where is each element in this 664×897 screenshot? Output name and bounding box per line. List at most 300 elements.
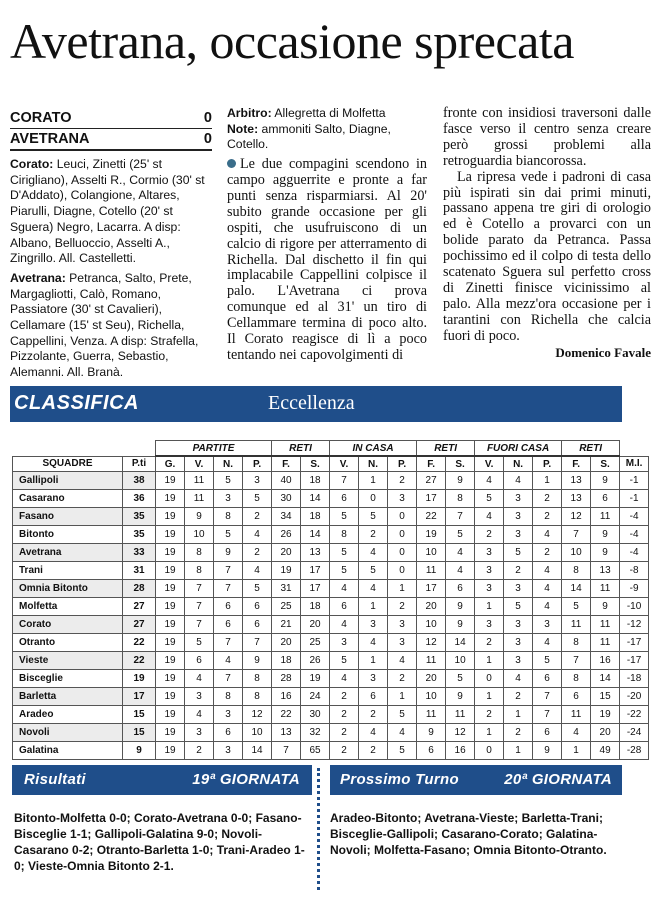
table-cell: 15 (591, 688, 620, 706)
table-cell: 8 (562, 634, 591, 652)
lineup-corato-label: Corato: (10, 157, 54, 171)
table-row (13, 616, 649, 634)
table-cell: 19 (591, 706, 620, 724)
table-cell: 2 (330, 688, 359, 706)
table-row (13, 724, 649, 742)
table-cell: 6 (214, 616, 243, 634)
table-cell: 18 (301, 508, 330, 526)
table-cell: 18 (272, 652, 301, 670)
table-cell: 19 (156, 580, 185, 598)
prossimo-text: Aradeo-Bitonto; Avetrana-Vieste; Barletta-Trani; Bisceglie-Gallipoli; Casarano-Corato; Galatina-Novoli; Molfetta-Fasano; Omnia Bitonto-Otranto. (330, 811, 607, 857)
table-cell: 6 (446, 580, 475, 598)
table-cell: 7 (185, 580, 214, 598)
table-cell: 24 (301, 688, 330, 706)
lineup-corato-text: Leuci, Zinetti (25' st Cirigliano), Asselti R., Cormio (30' st D'Addato), Colangione, Altares, Piarulli, Diagne, Cotello (20' st Sguera) Negro, Lacarra. A disp: Albano, Belluoccio, Asselti A., Zingrillo. All. Castelletti. (10, 157, 205, 266)
table-cell: 8 (446, 490, 475, 508)
table-row (13, 670, 649, 688)
table-cell: 9 (185, 508, 214, 526)
table-cell: 5 (243, 580, 272, 598)
table-cell: 20 (591, 724, 620, 742)
table-cell: 30 (272, 490, 301, 508)
table-cell: 19 (156, 634, 185, 652)
table-cell: 14 (446, 634, 475, 652)
points-cell: 15 (123, 706, 156, 724)
table-cell: 11 (417, 706, 446, 724)
table-cell: 6 (359, 688, 388, 706)
table-cell: 4 (446, 544, 475, 562)
table-cell: 19 (156, 724, 185, 742)
table-cell: -20 (620, 688, 649, 706)
table-cell: 17 (301, 562, 330, 580)
table-row (13, 562, 649, 580)
points-cell: 9 (123, 742, 156, 760)
table-cell: 3 (330, 634, 359, 652)
column-header: V. (185, 456, 214, 472)
table-cell: 0 (475, 742, 504, 760)
group-header: RETI (272, 441, 330, 457)
table-cell: 3 (504, 508, 533, 526)
table-cell: 32 (301, 724, 330, 742)
prossimo-header (330, 765, 622, 795)
table-cell: 6 (591, 490, 620, 508)
table-cell: -12 (620, 616, 649, 634)
table-cell: 27 (417, 472, 446, 490)
table-cell: 4 (359, 634, 388, 652)
table-cell: 19 (156, 670, 185, 688)
column-header: N. (359, 456, 388, 472)
table-cell: 1 (359, 472, 388, 490)
table-cell: 3 (475, 580, 504, 598)
table-cell: 11 (562, 706, 591, 724)
table-cell: 19 (156, 652, 185, 670)
table-cell: 2 (533, 508, 562, 526)
table-cell: 19 (272, 562, 301, 580)
table-cell: 5 (504, 598, 533, 616)
table-cell: 6 (533, 670, 562, 688)
team-name: Trani (13, 562, 123, 580)
column-header: N. (214, 456, 243, 472)
table-cell: 40 (272, 472, 301, 490)
team-name: Galatina (13, 742, 123, 760)
arbitro-text: Allegretta di Molfetta (274, 106, 386, 120)
table-cell: 5 (446, 670, 475, 688)
table-cell: 3 (504, 616, 533, 634)
table-cell: 11 (591, 508, 620, 526)
table-cell: 7 (214, 562, 243, 580)
risultati-header (12, 765, 312, 795)
classifica-title: CLASSIFICA (14, 392, 139, 414)
group-header: IN CASA (330, 441, 417, 457)
table-cell: 2 (504, 562, 533, 580)
table-cell: -4 (620, 544, 649, 562)
table-cell: 11 (185, 490, 214, 508)
table-cell: 18 (301, 472, 330, 490)
table-cell: 2 (388, 670, 417, 688)
table-cell: 4 (388, 652, 417, 670)
column-header: P.ti (123, 456, 156, 472)
table-cell: 3 (388, 634, 417, 652)
article-paragraph-1-continued: fronte con insidiosi traversoni dalle fasce verso il centro senza creare però grossi problemi alla retroguardia biancorossa. (443, 105, 651, 169)
lineup-corato (10, 157, 212, 267)
table-cell: 2 (359, 526, 388, 544)
article-paragraph-1 (227, 157, 427, 370)
score-away (10, 129, 212, 151)
table-cell: 10 (446, 652, 475, 670)
table-cell: 3 (359, 670, 388, 688)
column-header: F. (562, 456, 591, 472)
table-cell: 19 (301, 670, 330, 688)
column-header: F. (272, 456, 301, 472)
table-cell: 8 (243, 688, 272, 706)
risultati-text: Bitonto-Molfetta 0-0; Corato-Avetrana 0-0; Fasano-Bisceglie 1-1; Gallipoli-Galatina 9-0; Novoli-Casarano 0-2; Otranto-Barletta 1-0; Trani-Aradeo 1-0; Vieste-Omnia Bitonto 2-1. (14, 811, 305, 873)
table-cell: 1 (359, 652, 388, 670)
table-cell: 4 (185, 670, 214, 688)
table-cell: 3 (214, 742, 243, 760)
table-cell: 7 (533, 706, 562, 724)
table-cell: 5 (330, 508, 359, 526)
table-cell: 8 (562, 670, 591, 688)
table-cell: 65 (301, 742, 330, 760)
table-cell: 7 (185, 616, 214, 634)
table-cell: 9 (417, 724, 446, 742)
team-name: Bitonto (13, 526, 123, 544)
table-cell: 2 (475, 634, 504, 652)
table-cell: 19 (156, 688, 185, 706)
table-cell: 22 (417, 508, 446, 526)
table-cell: -4 (620, 526, 649, 544)
table-cell: 10 (243, 724, 272, 742)
table-cell: 1 (388, 688, 417, 706)
table-cell: 4 (359, 580, 388, 598)
table-cell: 8 (562, 562, 591, 580)
table-cell: 4 (330, 580, 359, 598)
group-header: FUORI CASA (475, 441, 562, 457)
table-cell: 8 (214, 688, 243, 706)
away-team: AVETRANA (10, 131, 90, 147)
table-cell: 7 (562, 526, 591, 544)
table-cell: 6 (243, 616, 272, 634)
table-cell: 14 (591, 670, 620, 688)
standings-table (12, 440, 643, 760)
table-cell: 30 (301, 706, 330, 724)
away-goals: 0 (203, 131, 212, 147)
table-cell: 19 (156, 526, 185, 544)
table-cell: 1 (533, 472, 562, 490)
group-blank (620, 441, 649, 457)
table-cell: 3 (475, 562, 504, 580)
table-cell: 5 (446, 526, 475, 544)
column-header: F. (417, 456, 446, 472)
table-cell: 17 (417, 490, 446, 508)
table-cell: 1 (562, 742, 591, 760)
table-cell: 19 (156, 598, 185, 616)
table-cell: 4 (504, 670, 533, 688)
table-cell: 4 (243, 562, 272, 580)
table-cell: 25 (301, 634, 330, 652)
table-cell: 18 (301, 598, 330, 616)
column-header: M.I. (620, 456, 649, 472)
article-para1-text: Le due compagini scendono in campo agguerrite e pronte a far punti senza risparmiarsi. Al 20' subito grande occasione per gli ospiti, che usufruiscono di un calcio di rigore per atterramento di Richella. Dal dischetto il fin qui implacabile Cappellini colpisce il palo. L'Avetrana ci prova comunque ed al 31' un tiro di Cellammare termina di poco alto. Il Corato reagisce di lì a poco tentando nei capovolgimenti di (227, 157, 427, 363)
table-cell: -8 (620, 562, 649, 580)
table-cell: 11 (417, 562, 446, 580)
table-cell: 3 (504, 652, 533, 670)
table-cell: 2 (504, 688, 533, 706)
column-header: S. (446, 456, 475, 472)
column-header: P. (243, 456, 272, 472)
table-row (13, 598, 649, 616)
table-cell: -18 (620, 670, 649, 688)
score-home (10, 108, 212, 129)
points-cell: 35 (123, 508, 156, 526)
bullet-icon (227, 159, 236, 168)
table-cell: 2 (330, 742, 359, 760)
table-cell: 5 (562, 598, 591, 616)
points-cell: 33 (123, 544, 156, 562)
table-cell: 10 (417, 688, 446, 706)
table-cell: 0 (359, 490, 388, 508)
table-cell: 3 (533, 616, 562, 634)
table-cell: 2 (330, 724, 359, 742)
note-label: Note: (227, 121, 259, 136)
table-cell: 12 (446, 724, 475, 742)
table-cell: 3 (359, 616, 388, 634)
table-cell: 9 (446, 472, 475, 490)
table-cell: 4 (533, 580, 562, 598)
table-cell: 7 (214, 634, 243, 652)
table-cell: 6 (243, 598, 272, 616)
table-cell: -10 (620, 598, 649, 616)
group-header: PARTITE (156, 441, 272, 457)
table-cell: 9 (446, 616, 475, 634)
table-row (13, 508, 649, 526)
table-cell: 20 (272, 544, 301, 562)
table-cell: 8 (214, 508, 243, 526)
table-cell: 12 (417, 634, 446, 652)
table-cell: 9 (243, 652, 272, 670)
lineup-avetrana (10, 271, 212, 381)
table-cell: 9 (591, 544, 620, 562)
team-name: Omnia Bitonto (13, 580, 123, 598)
table-cell: -17 (620, 652, 649, 670)
table-cell: -22 (620, 706, 649, 724)
home-team: CORATO (10, 110, 72, 126)
points-cell: 17 (123, 688, 156, 706)
table-cell: 21 (272, 616, 301, 634)
article-col-3 (443, 106, 651, 361)
table-group-row (13, 441, 649, 457)
table-cell: 2 (330, 706, 359, 724)
table-row (13, 652, 649, 670)
points-cell: 35 (123, 526, 156, 544)
table-row (13, 688, 649, 706)
table-row (13, 634, 649, 652)
article-col-2 (227, 106, 427, 370)
table-cell: 3 (475, 544, 504, 562)
table-cell: 26 (272, 526, 301, 544)
table-cell: 3 (504, 580, 533, 598)
table-cell: 11 (417, 652, 446, 670)
group-header: RETI (562, 441, 620, 457)
table-cell: 5 (504, 544, 533, 562)
table-cell: 19 (156, 616, 185, 634)
table-cell: 4 (533, 634, 562, 652)
table-cell: 7 (272, 742, 301, 760)
table-cell: 7 (446, 508, 475, 526)
points-cell: 31 (123, 562, 156, 580)
table-cell: 7 (185, 598, 214, 616)
table-cell: 26 (301, 652, 330, 670)
table-cell: 2 (388, 472, 417, 490)
table-cell: 25 (272, 598, 301, 616)
table-cell: 3 (504, 526, 533, 544)
table-cell: 1 (475, 688, 504, 706)
table-cell: 0 (475, 670, 504, 688)
arbitro-label: Arbitro: (227, 106, 272, 120)
table-cell: 5 (330, 652, 359, 670)
table-cell: 2 (359, 742, 388, 760)
table-cell: 4 (243, 526, 272, 544)
table-cell: 2 (243, 508, 272, 526)
table-cell: 16 (272, 688, 301, 706)
table-cell: 10 (417, 616, 446, 634)
table-cell: 13 (301, 544, 330, 562)
table-cell: 4 (359, 544, 388, 562)
table-cell: 4 (504, 472, 533, 490)
table-cell: 4 (562, 724, 591, 742)
table-cell: 14 (243, 742, 272, 760)
table-cell: 6 (214, 724, 243, 742)
table-cell: 14 (301, 490, 330, 508)
group-header: RETI (417, 441, 475, 457)
table-cell: 13 (562, 490, 591, 508)
table-cell: 5 (533, 652, 562, 670)
table-cell: -1 (620, 472, 649, 490)
table-row (13, 580, 649, 598)
table-row (13, 706, 649, 724)
column-header: S. (301, 456, 330, 472)
table-header-row (13, 456, 649, 472)
team-name: Casarano (13, 490, 123, 508)
table-cell: 2 (475, 706, 504, 724)
table-cell: 8 (185, 562, 214, 580)
table-cell: 0 (388, 508, 417, 526)
table-cell: 6 (330, 598, 359, 616)
table-cell: -24 (620, 724, 649, 742)
table-cell: 10 (417, 544, 446, 562)
table-cell: 4 (214, 652, 243, 670)
table-cell: 3 (214, 706, 243, 724)
table-cell: 11 (185, 472, 214, 490)
table-cell: 14 (301, 526, 330, 544)
table-cell: 8 (330, 526, 359, 544)
table-cell: 20 (417, 670, 446, 688)
table-cell: -4 (620, 508, 649, 526)
risultati-title: Risultati (24, 771, 86, 788)
match-box (10, 108, 212, 381)
table-cell: 3 (504, 634, 533, 652)
prossimo-round: 20ª GIORNATA (504, 771, 612, 788)
table-cell: 3 (388, 490, 417, 508)
table-cell: 6 (214, 598, 243, 616)
prossimo-title: Prossimo Turno (340, 771, 459, 788)
table-cell: 19 (156, 706, 185, 724)
points-cell: 19 (123, 670, 156, 688)
table-cell: 20 (272, 634, 301, 652)
table-cell: 6 (533, 724, 562, 742)
table-cell: 20 (301, 616, 330, 634)
table-cell: 20 (417, 598, 446, 616)
table-cell: 19 (156, 508, 185, 526)
home-goals: 0 (203, 110, 212, 126)
table-cell: 13 (562, 472, 591, 490)
table-cell: 1 (475, 598, 504, 616)
table-cell: 6 (417, 742, 446, 760)
table-cell: 7 (330, 472, 359, 490)
table-row (13, 526, 649, 544)
table-row (13, 544, 649, 562)
table-cell: 28 (272, 670, 301, 688)
table-cell: 1 (504, 706, 533, 724)
table-cell: 4 (533, 562, 562, 580)
table-cell: 7 (214, 670, 243, 688)
table-cell: 2 (185, 742, 214, 760)
team-name: Gallipoli (13, 472, 123, 490)
table-cell: 4 (330, 616, 359, 634)
table-cell: 9 (591, 598, 620, 616)
note-text: ammoniti Salto, Diagne, Cotello. (227, 121, 391, 152)
table-cell: 2 (388, 598, 417, 616)
league-name: Eccellenza (268, 392, 355, 414)
column-header: G. (156, 456, 185, 472)
team-name: Molfetta (13, 598, 123, 616)
table-cell: 1 (504, 742, 533, 760)
table-cell: 4 (446, 562, 475, 580)
points-cell: 38 (123, 472, 156, 490)
table-cell: 34 (272, 508, 301, 526)
table-cell: 5 (359, 562, 388, 580)
table-cell: 2 (475, 526, 504, 544)
table-cell: 22 (272, 706, 301, 724)
table-cell: 17 (301, 580, 330, 598)
table-cell: 9 (591, 472, 620, 490)
table-cell: 4 (533, 598, 562, 616)
table-cell: 13 (272, 724, 301, 742)
table-cell: 16 (591, 652, 620, 670)
table-cell: 2 (533, 490, 562, 508)
table-cell: 2 (243, 544, 272, 562)
table-cell: 1 (475, 652, 504, 670)
table-cell: 9 (533, 742, 562, 760)
table-cell: 5 (243, 490, 272, 508)
table-cell: 11 (446, 706, 475, 724)
team-name: Corato (13, 616, 123, 634)
headline: Avetrana, occasione sprecata (10, 13, 574, 69)
team-name: Bisceglie (13, 670, 123, 688)
points-cell: 27 (123, 616, 156, 634)
table-cell: 19 (417, 526, 446, 544)
team-name: Otranto (13, 634, 123, 652)
table-cell: 5 (214, 526, 243, 544)
table-cell: 5 (330, 544, 359, 562)
points-cell: 28 (123, 580, 156, 598)
table-cell: 2 (533, 544, 562, 562)
table-cell: 9 (591, 526, 620, 544)
table-cell: 7 (214, 580, 243, 598)
table-cell: 4 (533, 526, 562, 544)
table-cell: 0 (388, 544, 417, 562)
table-cell: 3 (504, 490, 533, 508)
table-cell: 19 (156, 490, 185, 508)
